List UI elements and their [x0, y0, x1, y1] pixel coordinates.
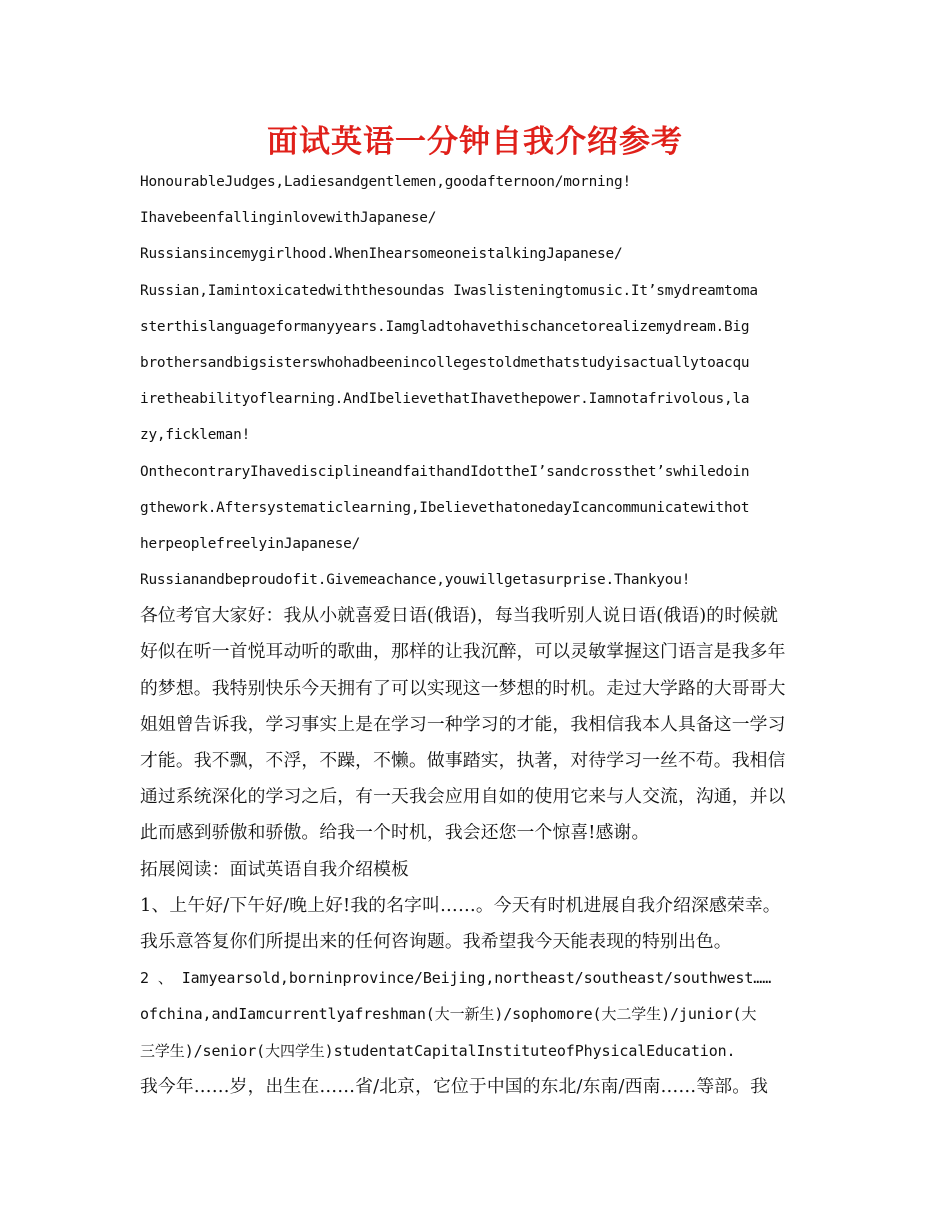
english-line: sterthislanguageformanyyears.Iamgladtohavethischancetorealizemydream.Big	[140, 318, 750, 335]
chinese-line: 此而感到骄傲和骄傲。给我一个时机，我会还您一个惊喜!感谢。	[140, 822, 650, 844]
chinese-line: 才能。我不飘，不浮，不躁，不懒。做事踏实，执著，对待学习一丝不苟。我相信	[140, 750, 786, 771]
english-line: HonourableJudges,Ladiesandgentlemen,goodafternoon/morning!	[140, 174, 631, 190]
document-title: 面试英语一分钟自我介绍参考	[267, 124, 683, 160]
item2-line: 2 、 Iamyearsold,borninprovince/Beijing,northeast/southeast/southwest……	[140, 969, 772, 988]
english-line: OnthecontraryIhavedisciplineandfaithandIdottheI’sandcrossthet’swhiledoin	[140, 463, 750, 480]
item2-line: 三学生)/senior(大四学生)studentatCapitalInstituteofPhysicalEducation.	[140, 1041, 736, 1060]
english-line: Russian,Iamintoxicatedwiththesoundas Iwaslisteningtomusic.It’smydreamtoma	[140, 282, 758, 299]
item2-line: 我今年……岁，出生在……省/北京，它位于中国的东北/东南/西南……等部。我	[140, 1075, 769, 1097]
english-line: Russiansincemygirlhood.WhenIhearsomeoneistalkingJapanese/	[140, 246, 623, 263]
document-body	[140, 164, 812, 1105]
chinese-line: 姐姐曾告诉我，学习事实上是在学习一种学习的才能，我相信我本人具备这一学习	[140, 713, 786, 735]
english-line: IhavebeenfallinginlovewithJapanese/	[140, 210, 437, 227]
chinese-line: 的梦想。我特别快乐今天拥有了可以实现这一梦想的时机。走过大学路的大哥哥大	[140, 677, 786, 699]
item1-line: 1、上午好/下午好/晚上好!我的名字叫……。今天有时机进展自我介绍深感荣幸。	[140, 894, 781, 916]
english-line: brothersandbigsisterswhohadbeenincollegestoldmethatstudyisactuallytoacqu	[140, 354, 750, 371]
english-line: gthework.Aftersystematiclearning,IbelievethatonedayIcancommunicatewithot	[140, 499, 750, 516]
english-line: herpeoplefreelyinJapanese/	[140, 535, 361, 552]
chinese-line: 好似在听一首悦耳动听的歌曲，那样的让我沉醉，可以灵敏掌握这门语言是我多年	[140, 641, 786, 663]
english-line: zy,fickleman!	[140, 427, 251, 444]
item1-line: 我乐意答复你们所提出来的任何咨询题。我希望我今天能表现的特别出色。	[140, 930, 732, 952]
chinese-line: 各位考官大家好：我从小就喜爱日语(俄语)，每当我听别人说日语(俄语)的时候就	[140, 605, 779, 627]
item2-line: ofchina,andIamcurrentlyafreshman(大一新生)/sophomore(大二学生)/junior(大	[140, 1005, 757, 1024]
extension-heading: 拓展阅读：面试英语自我介绍模板	[140, 858, 409, 880]
chinese-line: 通过系统深化的学习之后，有一天我会应用自如的使用它来与人交流，沟通，并以	[140, 786, 786, 808]
english-line: Russianandbeproudofit.Givemeachance,youwillgetasurprise.Thankyou!	[140, 572, 691, 589]
english-line: iretheabilityoflearning.AndIbelievethatIhavethepower.Iamnotafrivolous,la	[140, 391, 750, 408]
